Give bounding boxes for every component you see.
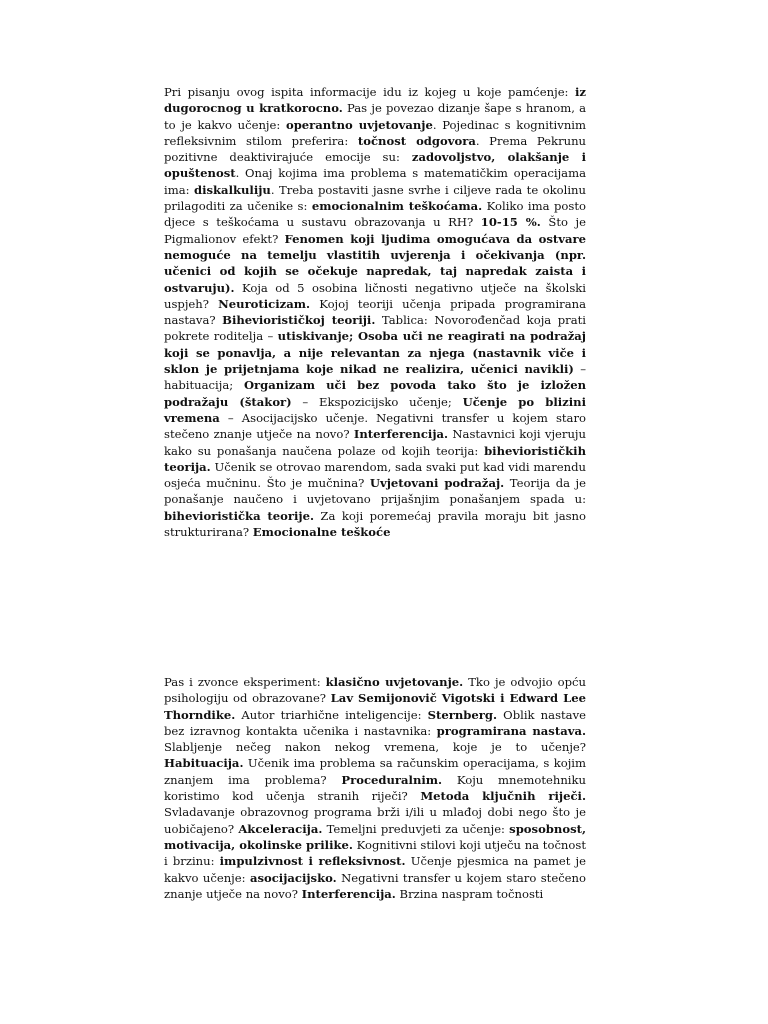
bold-answer: Fenomen koji ljudima omogućava da ostvare nemoguće na temelju vlastitih uvjerenja i očekivanja (npr. učenici od kojih se očekuje napredak, taj napredak zaista i ostvaruju). [164,231,586,295]
bold-answer: Metoda ključnih riječi. [420,789,586,804]
bold-answer: utiskivanje; Osoba uči ne reagirati na podražaj koji se ponavlja, a nije relevantan za njega (nastavnik viče i sklon je prijetnjama koje nikad ne realizira, učenici navikli) [164,329,586,377]
bold-answer: sposobnost, motivacija, okolinske prilike. [164,821,586,852]
bold-answer: biheviorističkih teorija. [164,443,586,474]
question-text: Koliko ima posto djece s teškoćama u sustavu obrazovanja u RH? [164,199,587,230]
bold-answer: Učenje po blizini vremena [164,394,586,425]
question-text: Slabljenje nečeg nakon nekog vremena, koje je to učenje? [164,740,586,755]
question-text: Tko je odvojio opću psihologiju od obrazovane? [164,675,586,706]
bold-answer: Neuroticizam. [218,296,311,311]
bold-answer: Lav Semijonovič Vigotski i Edward Lee Thorndike. [164,691,586,722]
bold-answer: Proceduralnim. [341,772,443,787]
bold-answer: asocijacijsko. [249,870,337,885]
bold-answer: emocionalnim teškoćama. [311,199,483,214]
question-text: Autor triarhične inteligencije: [235,707,428,722]
question-text: Oblik nastave bez izravnog kontakta učenika i nastavnika: [164,707,586,738]
question-text: Svladavanje obrazovnog programa brži i/ili u mlađoj dobi nego što je uobičajeno? [164,805,586,836]
bold-answer: iz dugorocnog u kratkorocno. [164,85,586,116]
question-text: Učenje pjesmica na pamet je kakvo učenje: [164,854,587,885]
question-text: Kognitivni stilovi koji utječu na točnost i brzinu: [164,837,586,869]
question-text: Temeljni preduvjeti za učenje: [322,821,510,836]
bold-answer: zadovoljstvo, olakšanje i opuštenost [164,150,587,181]
question-text: Učenik ima problema sa računskim operacijama, s kojim znanjem ima problema? [164,756,586,787]
paragraph-2 [164,674,586,902]
question-text: Tablica: Novorođenčad koja prati pokrete roditelja – [164,313,586,344]
question-text: Koju mnemotehniku koristimo kod učenja stranih riječi? [164,772,586,804]
question-text: Pas i zvonce eksperiment: [164,675,326,689]
question-text: Učenik se otrovao marendom, sada svaki put kad vidi marendu osjeća mučninu. Što je mučnina? [164,459,586,491]
question-text: Pas je povezao dizanje šape s hranom, a to je kakvo učenje: [164,101,587,132]
question-text: . Pojedinac s kognitivnim refleksivnim stilom preferira: [164,117,586,148]
question-text: Brzina naspram točnosti [395,886,544,901]
question-text: Za koji poremećaj pravila moraju bit jasno strukturirana? [164,508,586,540]
bold-answer: 10-15 %. [480,215,541,230]
bold-answer: operantno uvjetovanje [285,117,433,132]
bold-answer: impulzivnost i refleksivnost. [219,854,406,869]
bold-answer: Interferencija. [301,886,396,901]
paragraph-1 [164,84,586,540]
bold-answer: Interferencija. [353,427,449,442]
bold-answer: Uvjetovani podražaj. [369,476,505,491]
bold-answer: bihevioristička teorije. [164,508,314,523]
question-text: – Asocijacijsko učenje. Negativni transfer u kojem staro stečeno znanje utječe na novo? [164,410,586,442]
question-text: . Prema Pekrunu pozitivne deaktivirajuće emocije su: [164,133,587,165]
question-text: Teorija da je ponašanje naučeno i uvjetovano prijašnjim ponašanjem spada u: [164,476,586,507]
bold-answer: programirana nastava. [436,723,586,738]
bold-answer: Organizam uči bez povoda tako što je izložen podražaju (štakor) [164,378,586,409]
question-text: Kojoj teoriji učenja pripada programirana nastava? [164,296,587,328]
bold-answer: Biheviorističkoj teoriji. [222,313,376,328]
bold-answer: Akceleracija. [238,821,323,836]
question-text: Nastavnici koji vjeruju kako su ponašanja naučena polaze od kojih teorija: [164,427,586,458]
question-text: Pri pisanju ovog ispita informacije idu iz kojeg u koje pamćenje: [164,85,575,99]
bold-answer: točnost odgovora [357,133,476,148]
question-text: Što je Pigmalionov efekt? [164,215,586,246]
bold-answer: Habituacija. [164,756,244,771]
bold-answer: Emocionalne teškoće [252,525,391,540]
question-text: – Ekspozicijsko učenje; [291,394,463,409]
bold-answer: Sternberg. [427,707,498,722]
question-text: – habituacija; [164,362,586,393]
bold-answer: diskalkuliju [193,182,271,197]
bold-answer: klasično uvjetovanje. [325,675,464,689]
question-text: Negativni transfer u kojem staro stečeno znanje utječe na novo? [164,870,586,901]
question-text: Koja od 5 osobina ličnosti negativno utječe na školski uspjeh? [164,280,586,311]
question-text: . Treba postaviti jasne svrhe i ciljeve rada te okolinu prilagoditi za učenike s: [164,182,586,214]
question-text: . Onaj kojima ima problema s matematičkim operacijama ima: [164,166,586,197]
